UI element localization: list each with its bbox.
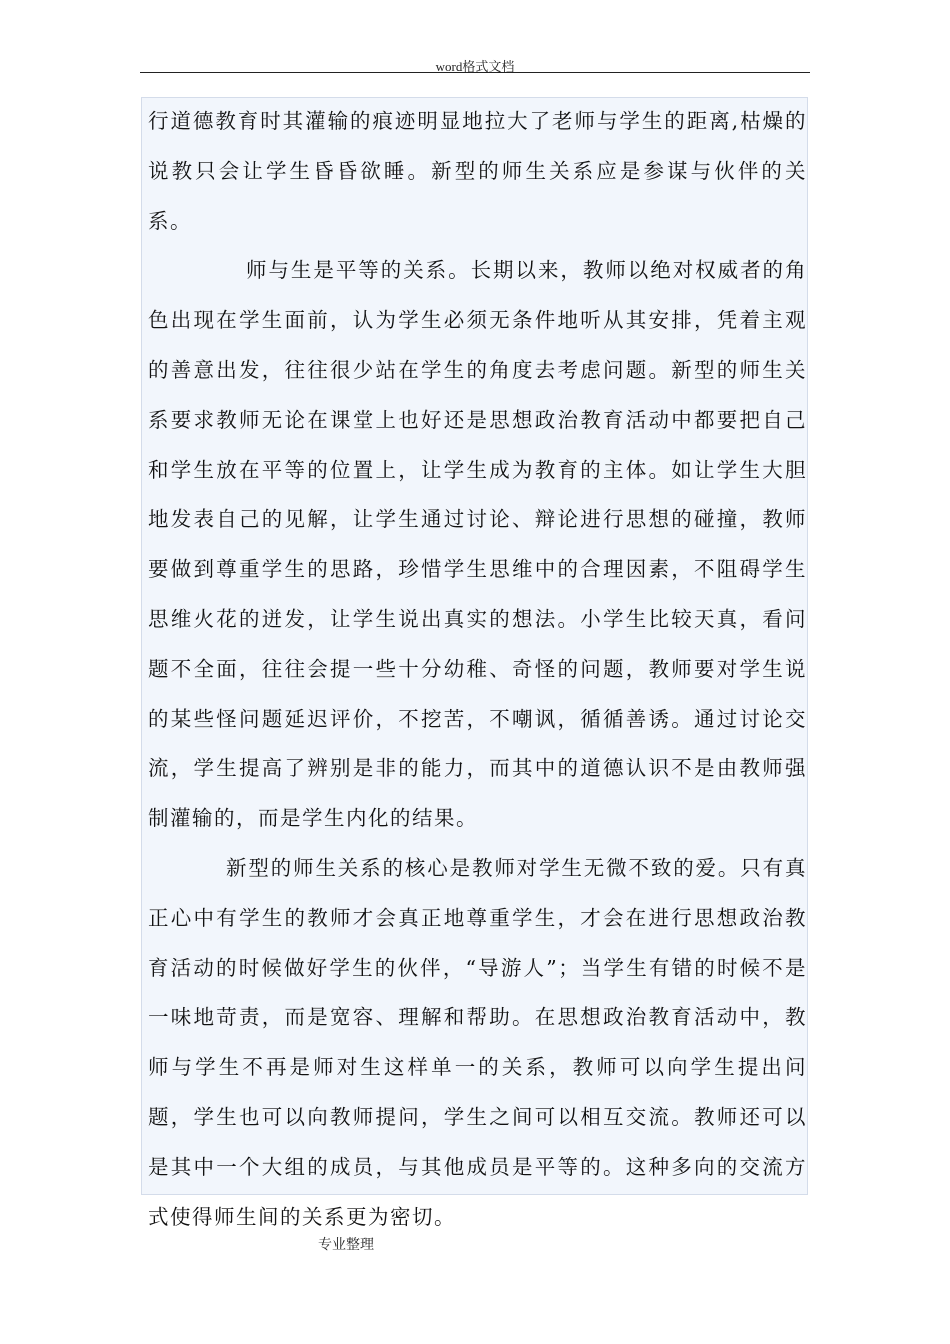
paragraph-2: 师与生是平等的关系。长期以来，教师以绝对权威者的角色出现在学生面前，认为学生必须无条件地听从其安排，凭着主观的善意出发，往往很少站在学生的角度去考虑问题。新型的师生关系要求教师无论在课堂上也好还是思想政治教育活动中都要把自己和学生放在平等的位置上，让学生成为教育的主体。如让学生大胆地发表自己的见解，让学生通过讨论、辩论进行思想的碰撞，教师要做到尊重学生的思路，珍惜学生思维中的合理因素，不阻碍学生思维火花的迸发，让学生说出真实的想法。小学生比较天真，看问题不全面，往往会提一些十分幼稚、奇怪的问题，教师要对学生说的某些怪问题延迟评价，不挖苦，不嘲讽，循循善诱。通过讨论交流，学生提高了辨别是非的能力，而其中的道德认识不是由教师强制灌输的，而是学生内化的结果。 bbox=[148, 258, 807, 831]
paragraph-3: 新型的师生关系的核心是教师对学生无微不致的爱。只有真正心中有学生的教师才会真正地尊重学生，才会在进行思想政治教育活动的时候做好学生的伙伴，“导游人”；当学生有错的时候不是一味地苛责，而是宽容、理解和帮助。在思想政治教育活动中，教师与学生不再是师对生这样单一的关系，教师可以向学生提出问题，学生也可以向教师提问，学生之间可以相互交流。教师还可以是其中一个大组的成员，与其他成员是平等的。这种多向的交流方式使得师生间的关系更为密切。 bbox=[148, 855, 807, 1229]
page-header: word格式文档 bbox=[435, 59, 515, 74]
header-rule bbox=[140, 72, 810, 73]
page-footer: 专业整理 bbox=[318, 1237, 374, 1253]
paragraph-1: 行道德教育时其灌输的痕迹明显地拉大了老师与学生的距离,枯燥的说教只会让学生昏昏欲睡。新型的师生关系应是参谋与伙伴的关系。 bbox=[148, 109, 807, 233]
document-body bbox=[141, 97, 808, 1229]
